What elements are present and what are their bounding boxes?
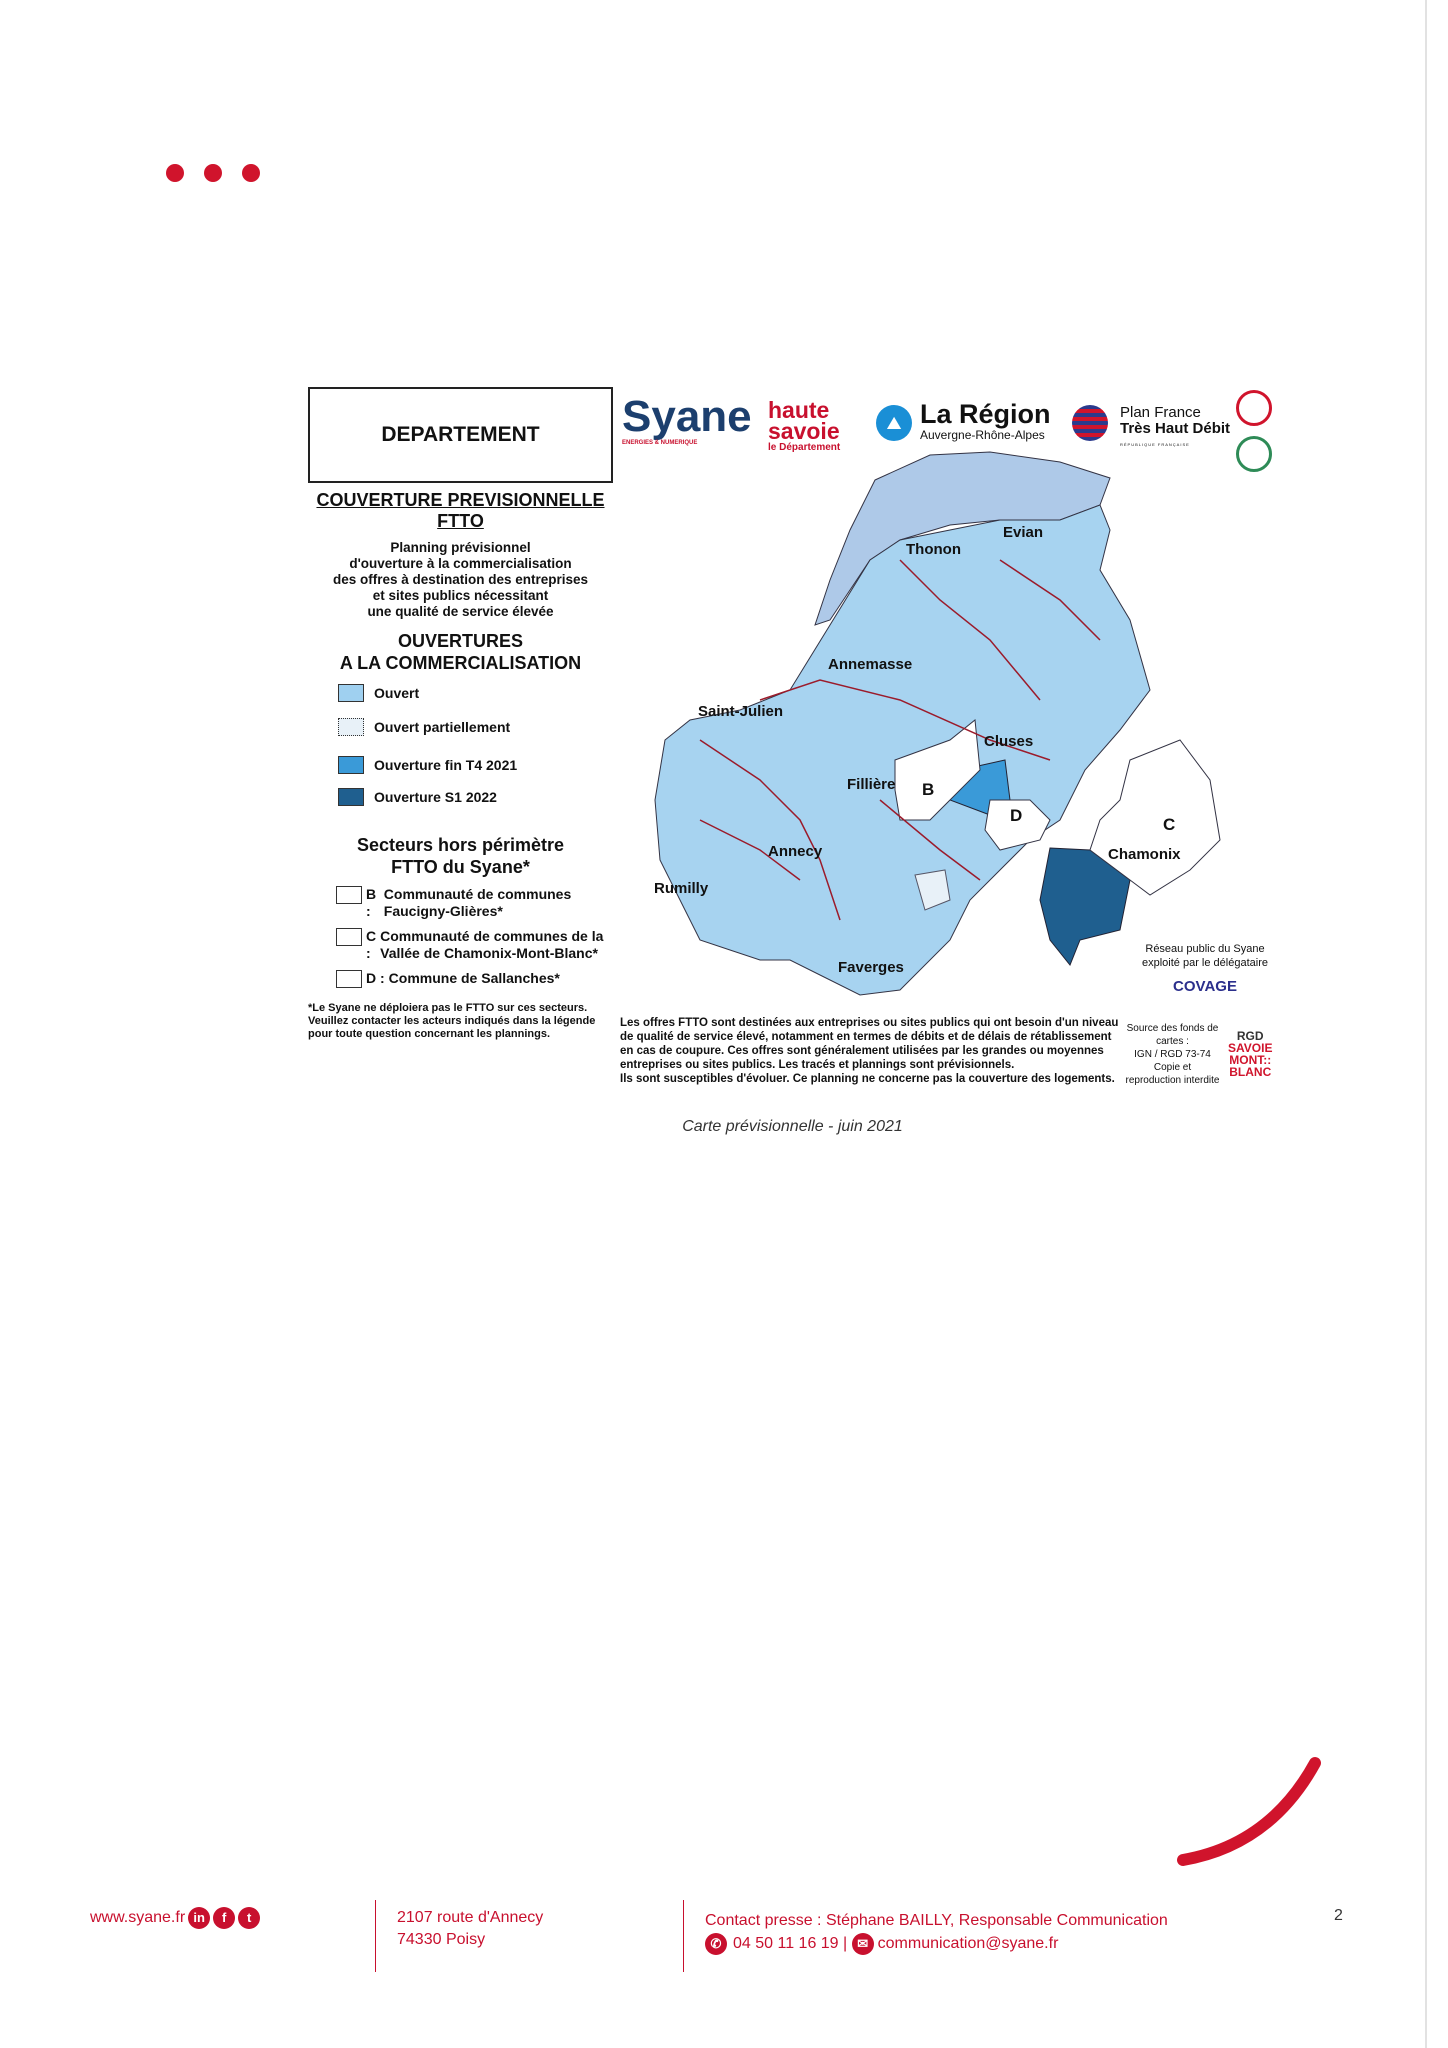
phone-icon: ✆ — [705, 1933, 727, 1955]
mail-icon: ✉ — [852, 1933, 874, 1955]
page-number: 2 — [1334, 1907, 1343, 1924]
network-note — [1120, 942, 1290, 994]
separator: | — [843, 1935, 848, 1952]
sector-text: Communauté de communes de la Vallée de Chamonix-Mont-Blanc* — [380, 928, 604, 961]
logo-line: RÉPUBLIQUE FRANÇAISE — [1120, 442, 1190, 447]
address-line: 2107 route d'Annecy — [397, 1909, 544, 1926]
legend-label: Ouvert — [374, 685, 420, 701]
divider — [683, 1900, 684, 1972]
subtitle-line: des offres à destination des entreprises — [332, 572, 589, 587]
website-link[interactable]: www.syane.fr — [90, 1909, 186, 1926]
logo-line: La Région — [920, 399, 1051, 429]
rgd-line: SAVOIE — [1228, 1041, 1273, 1055]
divider — [375, 1900, 376, 1972]
town-thonon: Thonon — [906, 541, 961, 558]
legend-label: Ouvert partiellement — [374, 719, 511, 735]
legend-label: Ouverture fin T4 2021 — [374, 757, 518, 773]
sector-key: D : — [366, 970, 385, 986]
sector-key: B : — [366, 886, 377, 919]
logo-line: savoie — [768, 418, 840, 444]
note-line: Réseau public du Syane — [1145, 943, 1265, 955]
syane-logo-text: Syane — [622, 392, 752, 441]
logo-line: Auvergne-Rhône-Alpes — [920, 428, 1045, 442]
footer-web — [90, 1907, 260, 1929]
town-cluses: Cluses — [984, 733, 1034, 750]
linkedin-icon[interactable]: in — [188, 1907, 210, 1929]
rgd-logo — [1228, 1030, 1272, 1078]
logo-line: Très Haut Débit — [1120, 420, 1231, 437]
twitter-icon[interactable]: t — [238, 1907, 260, 1929]
logo-line: haute — [768, 397, 830, 423]
logo-line: le Département — [768, 442, 841, 453]
heading-line: A LA COMMERCIALISATION — [339, 653, 582, 673]
town-annecy: Annecy — [768, 843, 823, 860]
decor-arc — [1175, 1755, 1325, 1870]
subtitle-line: et sites publics nécessitant — [372, 588, 549, 603]
heading-line: FTTO du Syane* — [391, 857, 530, 877]
town-saint-julien: Saint-Julien — [698, 703, 784, 720]
town-faverges: Faverges — [838, 959, 904, 976]
phone-number[interactable]: 04 50 11 16 19 — [733, 1935, 839, 1952]
note-line: exploité par le délégataire — [1142, 957, 1268, 969]
source-line: IGN / RGD 73-74 — [1134, 1049, 1211, 1060]
town-chamonix: Chamonix — [1108, 846, 1181, 863]
page-edge — [1425, 0, 1427, 2048]
address-line: 74330 Poisy — [397, 1931, 486, 1948]
map-source — [1125, 1022, 1220, 1087]
legend-title: COUVERTURE PREVISIONNELLE — [316, 490, 605, 510]
email-link[interactable]: communication@syane.fr — [877, 1935, 1059, 1952]
rgd-line: MONT:: — [1229, 1053, 1272, 1067]
source-line: Copie et reproduction interdite — [1125, 1062, 1220, 1086]
footer-address — [397, 1907, 543, 1951]
legend-title-2: FTTO — [437, 511, 484, 531]
ftto-description — [620, 1016, 1120, 1086]
contact-text: Contact presse : Stéphane BAILLY, Responsable Communication — [705, 1912, 1168, 1929]
legend-label: Ouverture S1 2022 — [374, 789, 497, 805]
subtitle-line: d'ouverture à la commercialisation — [349, 556, 572, 571]
subtitle-line: une qualité de service élevée — [367, 604, 554, 619]
desc-text: Les offres FTTO sont destinées aux entreprises ou sites publics qui ont besoin d'un niveau de qualité de service élevé, notamment en termes de débits et de délais de rétablissement en cas de coupure. Ces offres sont généralement utilisées par les grandes ou moyennes entreprises ou sites publics. Les tracés et plannings sont prévisionnels. — [620, 1017, 1119, 1071]
mountain-icon: ⛰ — [876, 405, 912, 441]
sector-label-d: D — [1010, 806, 1023, 825]
sector-text: Commune de Sallanches* — [388, 970, 560, 986]
syane-tagline: ENERGIES & NUMERIQUE — [622, 440, 698, 446]
facebook-icon[interactable]: f — [213, 1907, 235, 1929]
sector-key: C : — [366, 928, 377, 961]
town-filliere: Fillière — [847, 776, 896, 793]
town-evian: Evian — [1003, 524, 1044, 541]
rgd-line: BLANC — [1229, 1065, 1272, 1079]
sector-label-b: B — [922, 780, 935, 799]
covage-logo: COVAGE — [1173, 978, 1237, 995]
legend-note: *Le Syane ne déploiera pas le FTTO sur ces secteurs. Veuillez contacter les acteurs indiqués dans la légende pour toute question concernant les plannings. — [308, 1002, 596, 1040]
rgd-line: RGD — [1236, 1029, 1264, 1043]
map-caption: Carte prévisionnelle - juin 2021 — [682, 1118, 903, 1135]
sector-text: Communauté de communes Faucigny-Glières* — [383, 886, 572, 919]
source-line: Source des fonds de cartes : — [1126, 1023, 1219, 1047]
town-rumilly: Rumilly — [654, 880, 709, 897]
sector-label-c: C — [1163, 815, 1176, 834]
subtitle-line: Planning prévisionnel — [390, 540, 531, 555]
footer-contact — [705, 1909, 1168, 1955]
heading-line: Secteurs hors périmètre — [356, 835, 565, 855]
logo-line: Plan France — [1120, 404, 1201, 421]
heading-line: OUVERTURES — [397, 631, 523, 651]
town-annemasse: Annemasse — [828, 656, 913, 673]
department-box: DEPARTEMENT — [308, 387, 613, 483]
desc-text: Ils sont susceptibles d'évoluer. Ce planning ne concerne pas la couverture des logements. — [620, 1073, 1115, 1085]
